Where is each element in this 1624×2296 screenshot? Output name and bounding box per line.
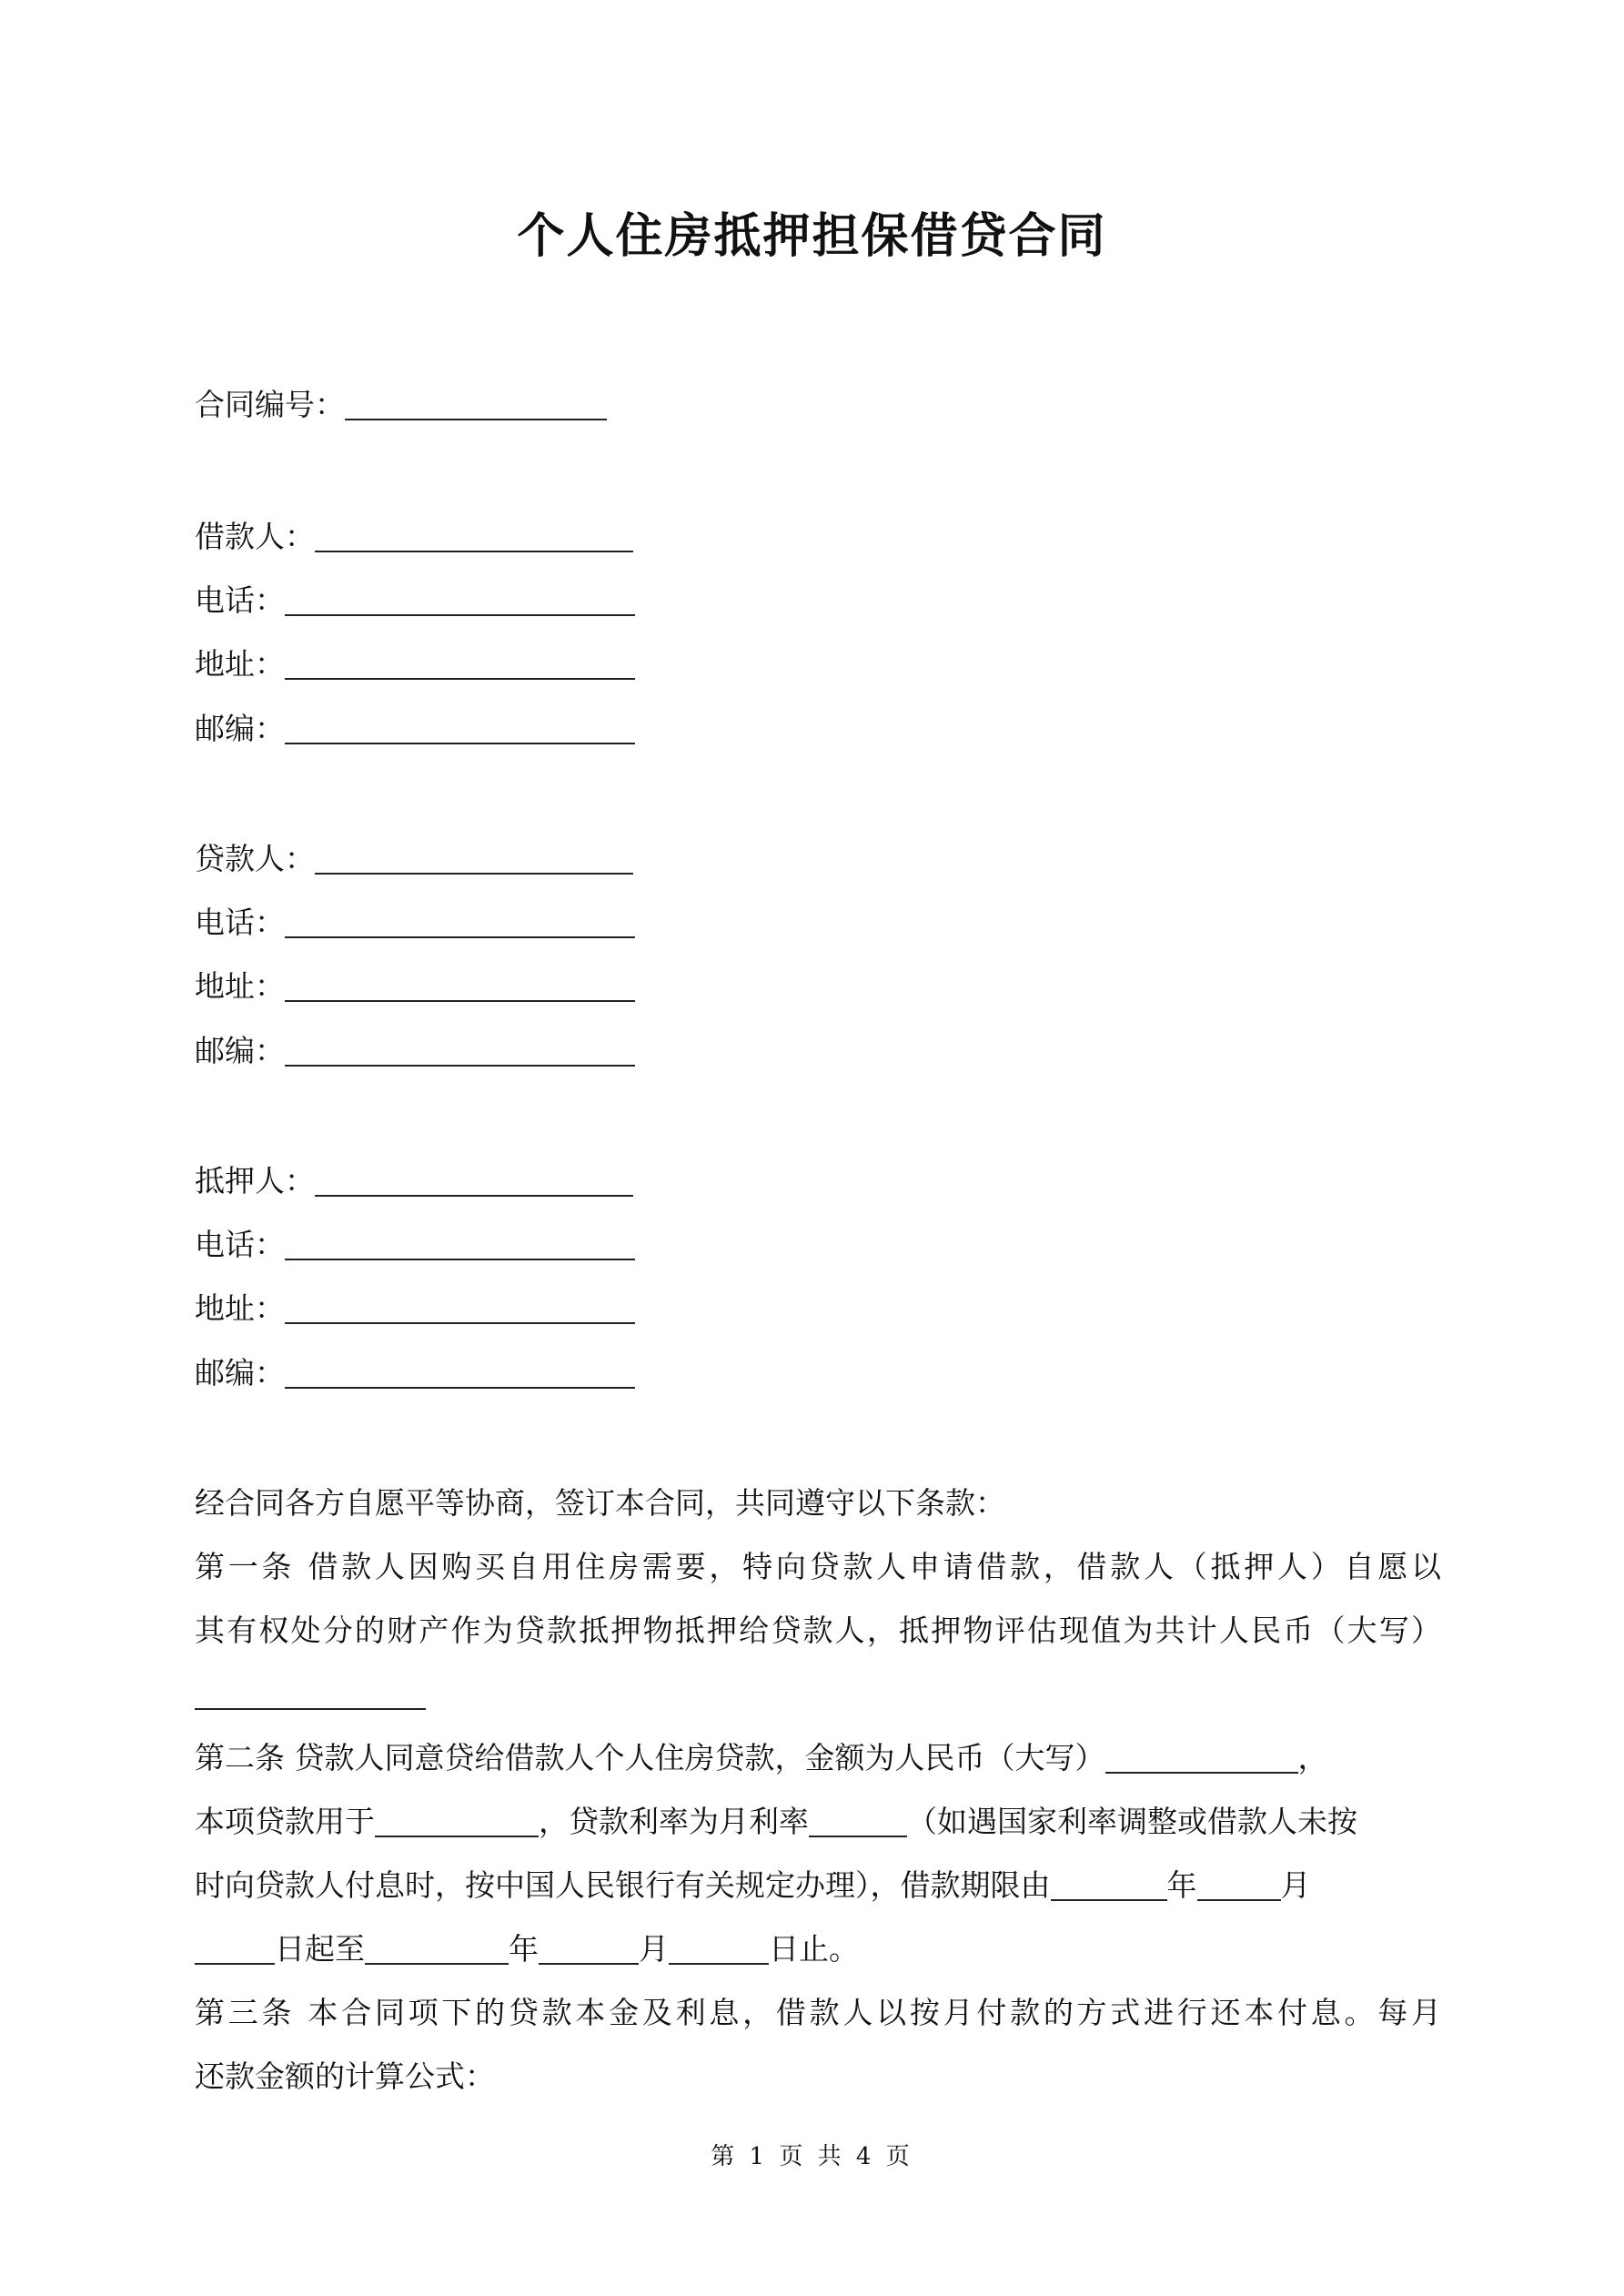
article2-line1-end: ，	[1297, 1740, 1328, 1775]
contract-number-blank[interactable]	[345, 391, 607, 420]
mortgagor-postcode-row	[195, 1353, 635, 1393]
lender-postcode-label: 邮编：	[195, 1033, 285, 1068]
borrower-phone-label: 电话：	[195, 582, 285, 618]
mortgagor-phone-row	[195, 1225, 635, 1265]
article2-line3-a: 时向贷款人付息时，按中国人民银行有关规定办理），借款期限由	[195, 1867, 1051, 1903]
borrower-address-blank[interactable]	[285, 651, 635, 680]
lender-phone-label: 电话：	[195, 905, 285, 940]
lender-postcode-blank[interactable]	[285, 1037, 635, 1067]
article1-line2: 其有权处分的财产作为贷款抵押物抵押给贷款人，抵押物评估现值为共计人民币（大写）	[195, 1613, 1441, 1648]
article1-line3	[195, 1674, 426, 1714]
borrower-phone-blank[interactable]	[285, 587, 635, 616]
contract-number-label: 合同编号：	[195, 387, 345, 422]
borrower-address-label: 地址：	[195, 646, 285, 682]
article2-line1-text: 第二条 贷款人同意贷给借款人个人住房贷款，金额为人民币（大写）	[195, 1740, 1105, 1775]
lender-address-row	[195, 966, 635, 1006]
article2-line1	[195, 1738, 1328, 1778]
article2-line2	[195, 1802, 1357, 1842]
article2-line4-a: 日起至	[275, 1931, 365, 1967]
loan-purpose-blank[interactable]	[375, 1808, 539, 1837]
end-month-blank[interactable]	[539, 1936, 639, 1965]
lender-phone-row	[195, 903, 635, 943]
document-title: 个人住房抵押担保借贷合同	[517, 208, 1107, 264]
monthly-rate-blank[interactable]	[809, 1808, 907, 1837]
preamble: 经合同各方自愿平等协商，签订本合同，共同遵守以下条款：	[195, 1485, 1005, 1521]
borrower-name-label: 借款人：	[195, 519, 315, 554]
article1-amount-blank[interactable]	[195, 1681, 426, 1710]
mortgagor-postcode-blank[interactable]	[285, 1360, 635, 1389]
end-year-blank[interactable]	[365, 1936, 509, 1965]
article2-line4	[195, 1929, 859, 1969]
article2-line3	[195, 1866, 1311, 1906]
lender-address-label: 地址：	[195, 968, 285, 1004]
article2-line2-a: 本项贷款用于	[195, 1804, 375, 1839]
mortgagor-name-row	[195, 1161, 633, 1201]
loan-amount-blank[interactable]	[1105, 1745, 1298, 1774]
article3-line2: 还款金额的计算公式：	[195, 2058, 495, 2094]
start-year-blank[interactable]	[1051, 1872, 1167, 1901]
mortgagor-address-row	[195, 1289, 635, 1329]
borrower-postcode-row	[195, 709, 635, 749]
mortgagor-phone-label: 电话：	[195, 1227, 285, 1262]
lender-name-label: 贷款人：	[195, 841, 315, 876]
start-day-blank[interactable]	[195, 1936, 275, 1965]
end-day-blank[interactable]	[669, 1936, 769, 1965]
mortgagor-address-blank[interactable]	[285, 1295, 635, 1324]
page-footer: 第 1 页 共 4 页	[711, 2143, 913, 2170]
borrower-name-blank[interactable]	[315, 523, 633, 552]
mortgagor-postcode-label: 邮编：	[195, 1355, 285, 1391]
mortgagor-phone-blank[interactable]	[285, 1231, 635, 1260]
mortgagor-name-blank[interactable]	[315, 1168, 633, 1197]
lender-phone-blank[interactable]	[285, 909, 635, 938]
article2-line4-b: 年	[509, 1931, 539, 1967]
article3-line1: 第三条 本合同项下的贷款本金及利息，借款人以按月付款的方式进行还本付息。每月	[195, 1995, 1441, 2030]
borrower-postcode-blank[interactable]	[285, 715, 635, 744]
borrower-address-row	[195, 644, 635, 684]
borrower-phone-row	[195, 581, 635, 621]
borrower-postcode-label: 邮编：	[195, 711, 285, 746]
article2-line4-d: 日止。	[769, 1931, 859, 1967]
lender-address-blank[interactable]	[285, 973, 635, 1002]
lender-name-row	[195, 839, 633, 879]
article2-line3-b: 年	[1166, 1867, 1197, 1903]
lender-postcode-row	[195, 1031, 635, 1071]
article2-line2-b: ，贷款利率为月利率	[539, 1804, 809, 1839]
mortgagor-name-label: 抵押人：	[195, 1163, 315, 1199]
article1-line1: 第一条 借款人因购买自用住房需要，特向贷款人申请借款，借款人（抵押人）自愿以	[195, 1549, 1441, 1584]
article2-line4-c: 月	[639, 1931, 669, 1967]
lender-name-blank[interactable]	[315, 845, 633, 875]
mortgagor-address-label: 地址：	[195, 1290, 285, 1326]
article2-line3-c: 月	[1280, 1867, 1311, 1903]
borrower-name-row	[195, 517, 633, 557]
start-month-blank[interactable]	[1197, 1872, 1281, 1901]
contract-number-row	[195, 385, 607, 425]
article2-line2-c: （如遇国家利率调整或借款人未按	[907, 1804, 1357, 1839]
